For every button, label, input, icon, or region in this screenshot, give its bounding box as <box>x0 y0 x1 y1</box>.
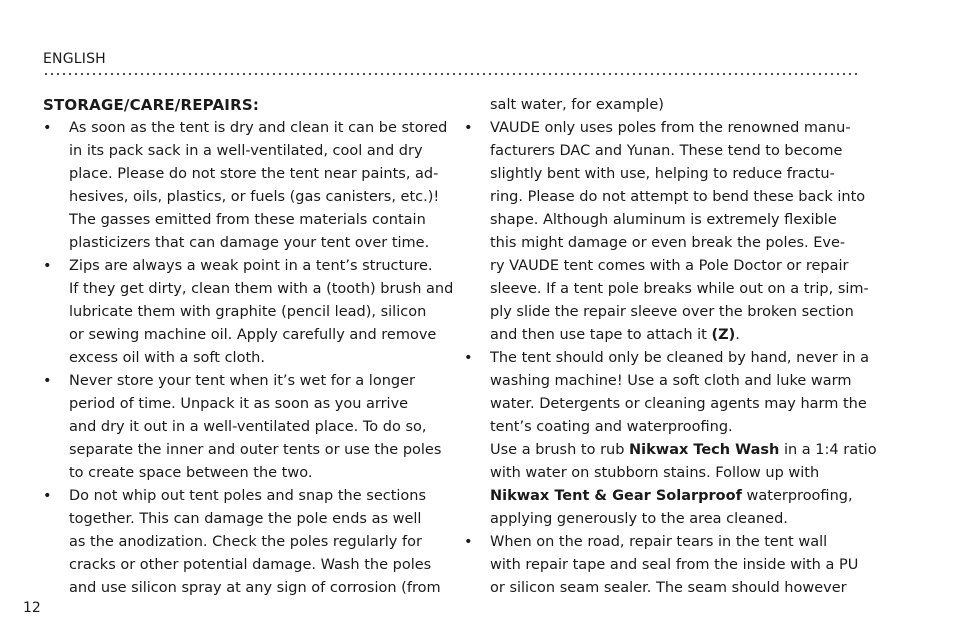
list-item-line: or silicon seam sealer. The seam should however <box>490 580 847 596</box>
list-item-line: ply slide the repair sleeve over the broken section <box>490 304 854 320</box>
bullet-icon: • <box>43 373 52 389</box>
list-item-line: water. Detergents or cleaning agents may harm the <box>490 396 867 412</box>
list-item-line: in its pack sack in a well-ventilated, cool and dry <box>69 143 423 159</box>
list-item-line: • VAUDE only uses poles from the renowned manu- <box>464 117 860 140</box>
product-name: Nikwax Tent & Gear Solarproof <box>490 488 742 504</box>
list-item-line: • Zips are always a weak point in a tent’s structure. <box>43 255 443 278</box>
bullet-icon: • <box>43 258 52 274</box>
list-item-line: slightly bent with use, helping to reduce fractu- <box>490 166 835 182</box>
list-item-line: Nikwax Tent & Gear Solarproof waterproofing, <box>490 488 853 504</box>
list-item-line: separate the inner and outer tents or use the poles <box>69 442 442 458</box>
language-label: ENGLISH <box>43 51 106 67</box>
bullet-icon: • <box>43 120 52 136</box>
bullet-icon: • <box>464 120 473 136</box>
list-item-line: If they get dirty, clean them with a (tooth) brush and <box>69 281 454 297</box>
list-item-line: Use a brush to rub Nikwax Tech Wash in a 1:4 ratio <box>490 442 877 458</box>
right-column <box>464 94 877 600</box>
list-item-line: and use silicon spray at any sign of corrosion (from <box>69 580 441 596</box>
list-item-line: salt water, for example) <box>490 97 664 113</box>
list-item-line: with water on stubborn stains. Follow up with <box>490 465 820 481</box>
list-item-line: ry VAUDE tent comes with a Pole Doctor or repair <box>490 258 849 274</box>
bullet-icon: • <box>43 488 52 504</box>
left-column <box>43 94 454 600</box>
list-item-line: with repair tape and seal from the inside with a PU <box>490 557 859 573</box>
list-item-line: • Do not whip out tent poles and snap the sections <box>43 485 443 508</box>
list-item-line: • Never store your tent when it’s wet for a longer <box>43 370 443 393</box>
list-item-line: sleeve. If a tent pole breaks while out on a trip, sim- <box>490 281 869 297</box>
list-item-line: excess oil with a soft cloth. <box>69 350 265 366</box>
list-item-line: this might damage or even break the poles. Eve- <box>490 235 846 251</box>
list-item-line: washing machine! Use a soft cloth and luke warm <box>490 373 852 389</box>
figure-reference: (Z) <box>711 327 736 343</box>
list-item-line: plasticizers that can damage your tent over time. <box>69 235 430 251</box>
list-item-line: and dry it out in a well-ventilated place. To do so, <box>69 419 427 435</box>
product-name: Nikwax Tech Wash <box>629 442 780 458</box>
list-item-line: ring. Please do not attempt to bend these back into <box>490 189 866 205</box>
list-item-line: period of time. Unpack it as soon as you arrive <box>69 396 409 412</box>
list-item-line: facturers DAC and Yunan. These tend to become <box>490 143 843 159</box>
list-item-line: • As soon as the tent is dry and clean it can be stored <box>43 117 443 140</box>
list-item-line: or sewing machine oil. Apply carefully and remove <box>69 327 437 343</box>
section-title: STORAGE/CARE/REPAIRS: <box>43 96 260 114</box>
list-item-line: and then use tape to attach it (Z). <box>490 327 740 343</box>
list-item-line: The gasses emitted from these materials contain <box>69 212 426 228</box>
bullet-icon: • <box>464 534 473 550</box>
list-item-line: hesives, oils, plastics, or fuels (gas canisters, etc.)! <box>69 189 440 205</box>
dotted-divider <box>43 72 859 76</box>
list-item-line: as the anodization. Check the poles regularly for <box>69 534 422 550</box>
list-item-line: together. This can damage the pole ends as well <box>69 511 422 527</box>
list-item-line: to create space between the two. <box>69 465 313 481</box>
list-item-line: • The tent should only be cleaned by hand, never in a <box>464 347 860 370</box>
list-item-line: cracks or other potential damage. Wash the poles <box>69 557 432 573</box>
list-item-line: lubricate them with graphite (pencil lead), silicon <box>69 304 427 320</box>
list-item-line: tent’s coating and waterproofing. <box>490 419 733 435</box>
list-item-line: • When on the road, repair tears in the tent wall <box>464 531 860 554</box>
list-item-line: applying generously to the area cleaned. <box>490 511 788 527</box>
list-item-line: shape. Although aluminum is extremely flexible <box>490 212 837 228</box>
list-item-line: place. Please do not store the tent near paints, ad- <box>69 166 439 182</box>
page-number: 12 <box>23 600 41 616</box>
bullet-icon: • <box>464 350 473 366</box>
